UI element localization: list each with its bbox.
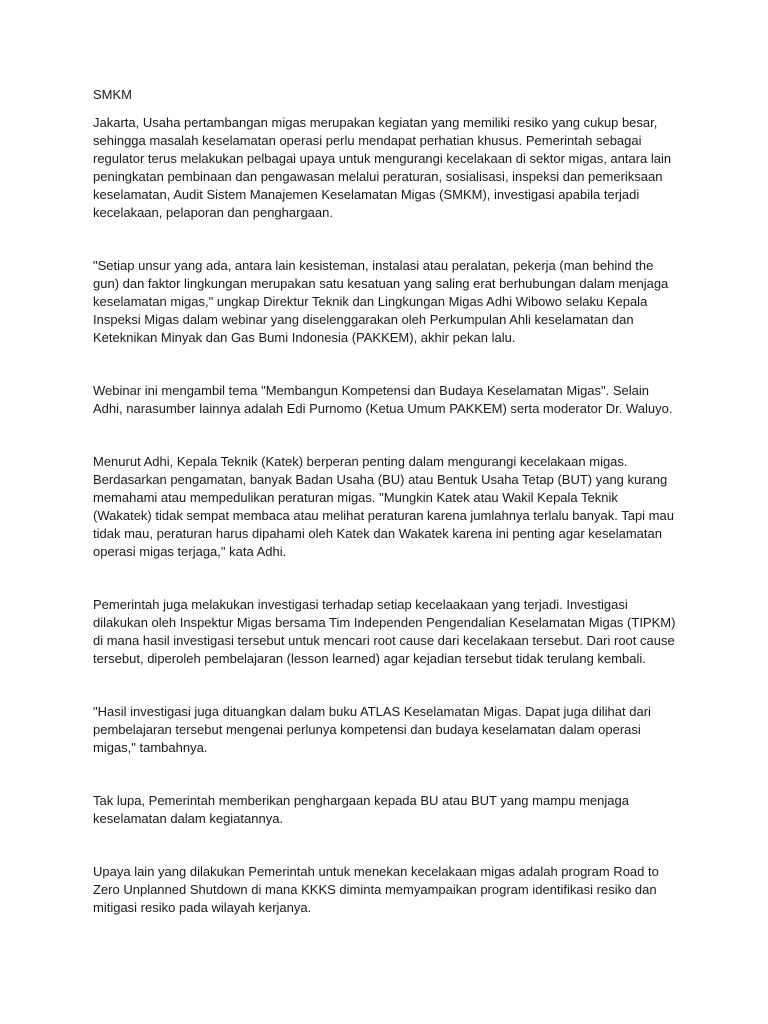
paragraph-line: kecelakaan, pelaporan dan penghargaan. xyxy=(93,205,333,220)
paragraph-line: operasi migas terjaga," kata Adhi. xyxy=(93,544,287,559)
paragraph-8 xyxy=(93,863,683,917)
document-page xyxy=(93,86,683,917)
paragraph-4 xyxy=(93,453,683,561)
paragraph-line: "Hasil investigasi juga dituangkan dalam buku ATLAS Keselamatan Migas. Dapat juga dilihat dari xyxy=(93,704,651,719)
paragraph-line: migas," tambahnya. xyxy=(93,740,208,755)
paragraph-line: dilakukan oleh Inspektur Migas bersama Tim Independen Pengendalian Keselamatan Migas (TIPKM) xyxy=(93,615,676,630)
paragraph-line: Inspeksi Migas dalam webinar yang diselenggarakan oleh Perkumpulan Ahli keselamatan dan xyxy=(93,312,634,327)
paragraph-line: sehingga masalah keselamatan operasi perlu mendapat perhatian khusus. Pemerintah sebagai xyxy=(93,133,642,148)
paragraph-1 xyxy=(93,114,683,222)
paragraph-line: tersebut, diperoleh pembelajaran (lesson learned) agar kejadian tersebut tidak terulang kembali. xyxy=(93,651,646,666)
paragraph-line: pembelajaran tersebut mengenai perlunya kompetensi dan budaya keselamatan dalam operasi xyxy=(93,722,641,737)
paragraph-line: "Setiap unsur yang ada, antara lain kesisteman, instalasi atau peralatan, pekerja (man behind the xyxy=(93,258,654,273)
paragraph-2 xyxy=(93,257,683,347)
paragraph-line: regulator terus melakukan pelbagai upaya untuk mengurangi kecelakaan di sektor migas, antara lain xyxy=(93,151,672,166)
paragraph-line: keselamatan dalam kegiatannya. xyxy=(93,811,284,826)
paragraph-line: keselamatan, Audit Sistem Manajemen Keselamatan Migas (SMKM), investigasi apabila terjadi xyxy=(93,187,640,202)
paragraph-line: Webinar ini mengambil tema "Membangun Kompetensi dan Budaya Keselamatan Migas". Selain xyxy=(93,383,650,398)
paragraph-line: Tak lupa, Pemerintah memberikan penghargaan kepada BU atau BUT yang mampu menjaga xyxy=(93,793,629,808)
paragraph-line: Zero Unplanned Shutdown di mana KKKS diminta memyampaikan program identifikasi resiko dan xyxy=(93,882,657,897)
paragraph-line: Jakarta, Usaha pertambangan migas merupakan kegiatan yang memiliki resiko yang cukup besar, xyxy=(93,115,658,130)
paragraph-line: di mana hasil investigasi tersebut untuk mencari root cause dari kecelakaan tersebut. Dari root cause xyxy=(93,633,675,648)
paragraph-line: (Wakatek) tidak sempat membaca atau melihat peraturan karena jumlahnya terlalu banyak. Tapi mau xyxy=(93,508,674,523)
paragraph-line: Menurut Adhi, Kepala Teknik (Katek) berperan penting dalam mengurangi kecelakaan migas. xyxy=(93,454,628,469)
paragraph-line: tidak mau, peraturan harus dipahami oleh Katek dan Wakatek karena ini penting agar keselamatan xyxy=(93,526,662,541)
paragraph-line: Berdasarkan pengamatan, banyak Badan Usaha (BU) atau Bentuk Usaha Tetap (BUT) yang kurang xyxy=(93,472,668,487)
paragraph-line: memahami atau mempedulikan peraturan migas. "Mungkin Katek atau Wakil Kepala Teknik xyxy=(93,490,618,505)
paragraph-line: Pemerintah juga melakukan investigasi terhadap setiap kecelaakaan yang terjadi. Investigasi xyxy=(93,597,628,612)
paragraph-line: mitigasi resiko pada wilayah kerjanya. xyxy=(93,900,312,915)
paragraph-line: keselamatan migas," ungkap Direktur Teknik dan Lingkungan Migas Adhi Wibowo selaku Kepala xyxy=(93,294,648,309)
paragraph-7 xyxy=(93,792,683,828)
paragraph-line: Upaya lain yang dilakukan Pemerintah untuk menekan kecelakaan migas adalah program Road to xyxy=(93,864,659,879)
document-title: SMKM xyxy=(93,87,132,102)
paragraph-3 xyxy=(93,382,683,418)
paragraph-line: Keteknikan Minyak dan Gas Bumi Indonesia (PAKKEM), akhir pekan lalu. xyxy=(93,330,516,345)
paragraph-line: gun) dan faktor lingkungan merupakan satu kesatuan yang saling erat berhubungan dalam menjaga xyxy=(93,276,669,291)
paragraph-line: peningkatan pembinaan dan pengawasan melalui peraturan, sosialisasi, inspeksi dan pemeriksaan xyxy=(93,169,663,184)
paragraph-5 xyxy=(93,596,683,668)
paragraph-line: Adhi, narasumber lainnya adalah Edi Purnomo (Ketua Umum PAKKEM) serta moderator Dr. Waluyo. xyxy=(93,401,673,416)
paragraph-6 xyxy=(93,703,683,757)
